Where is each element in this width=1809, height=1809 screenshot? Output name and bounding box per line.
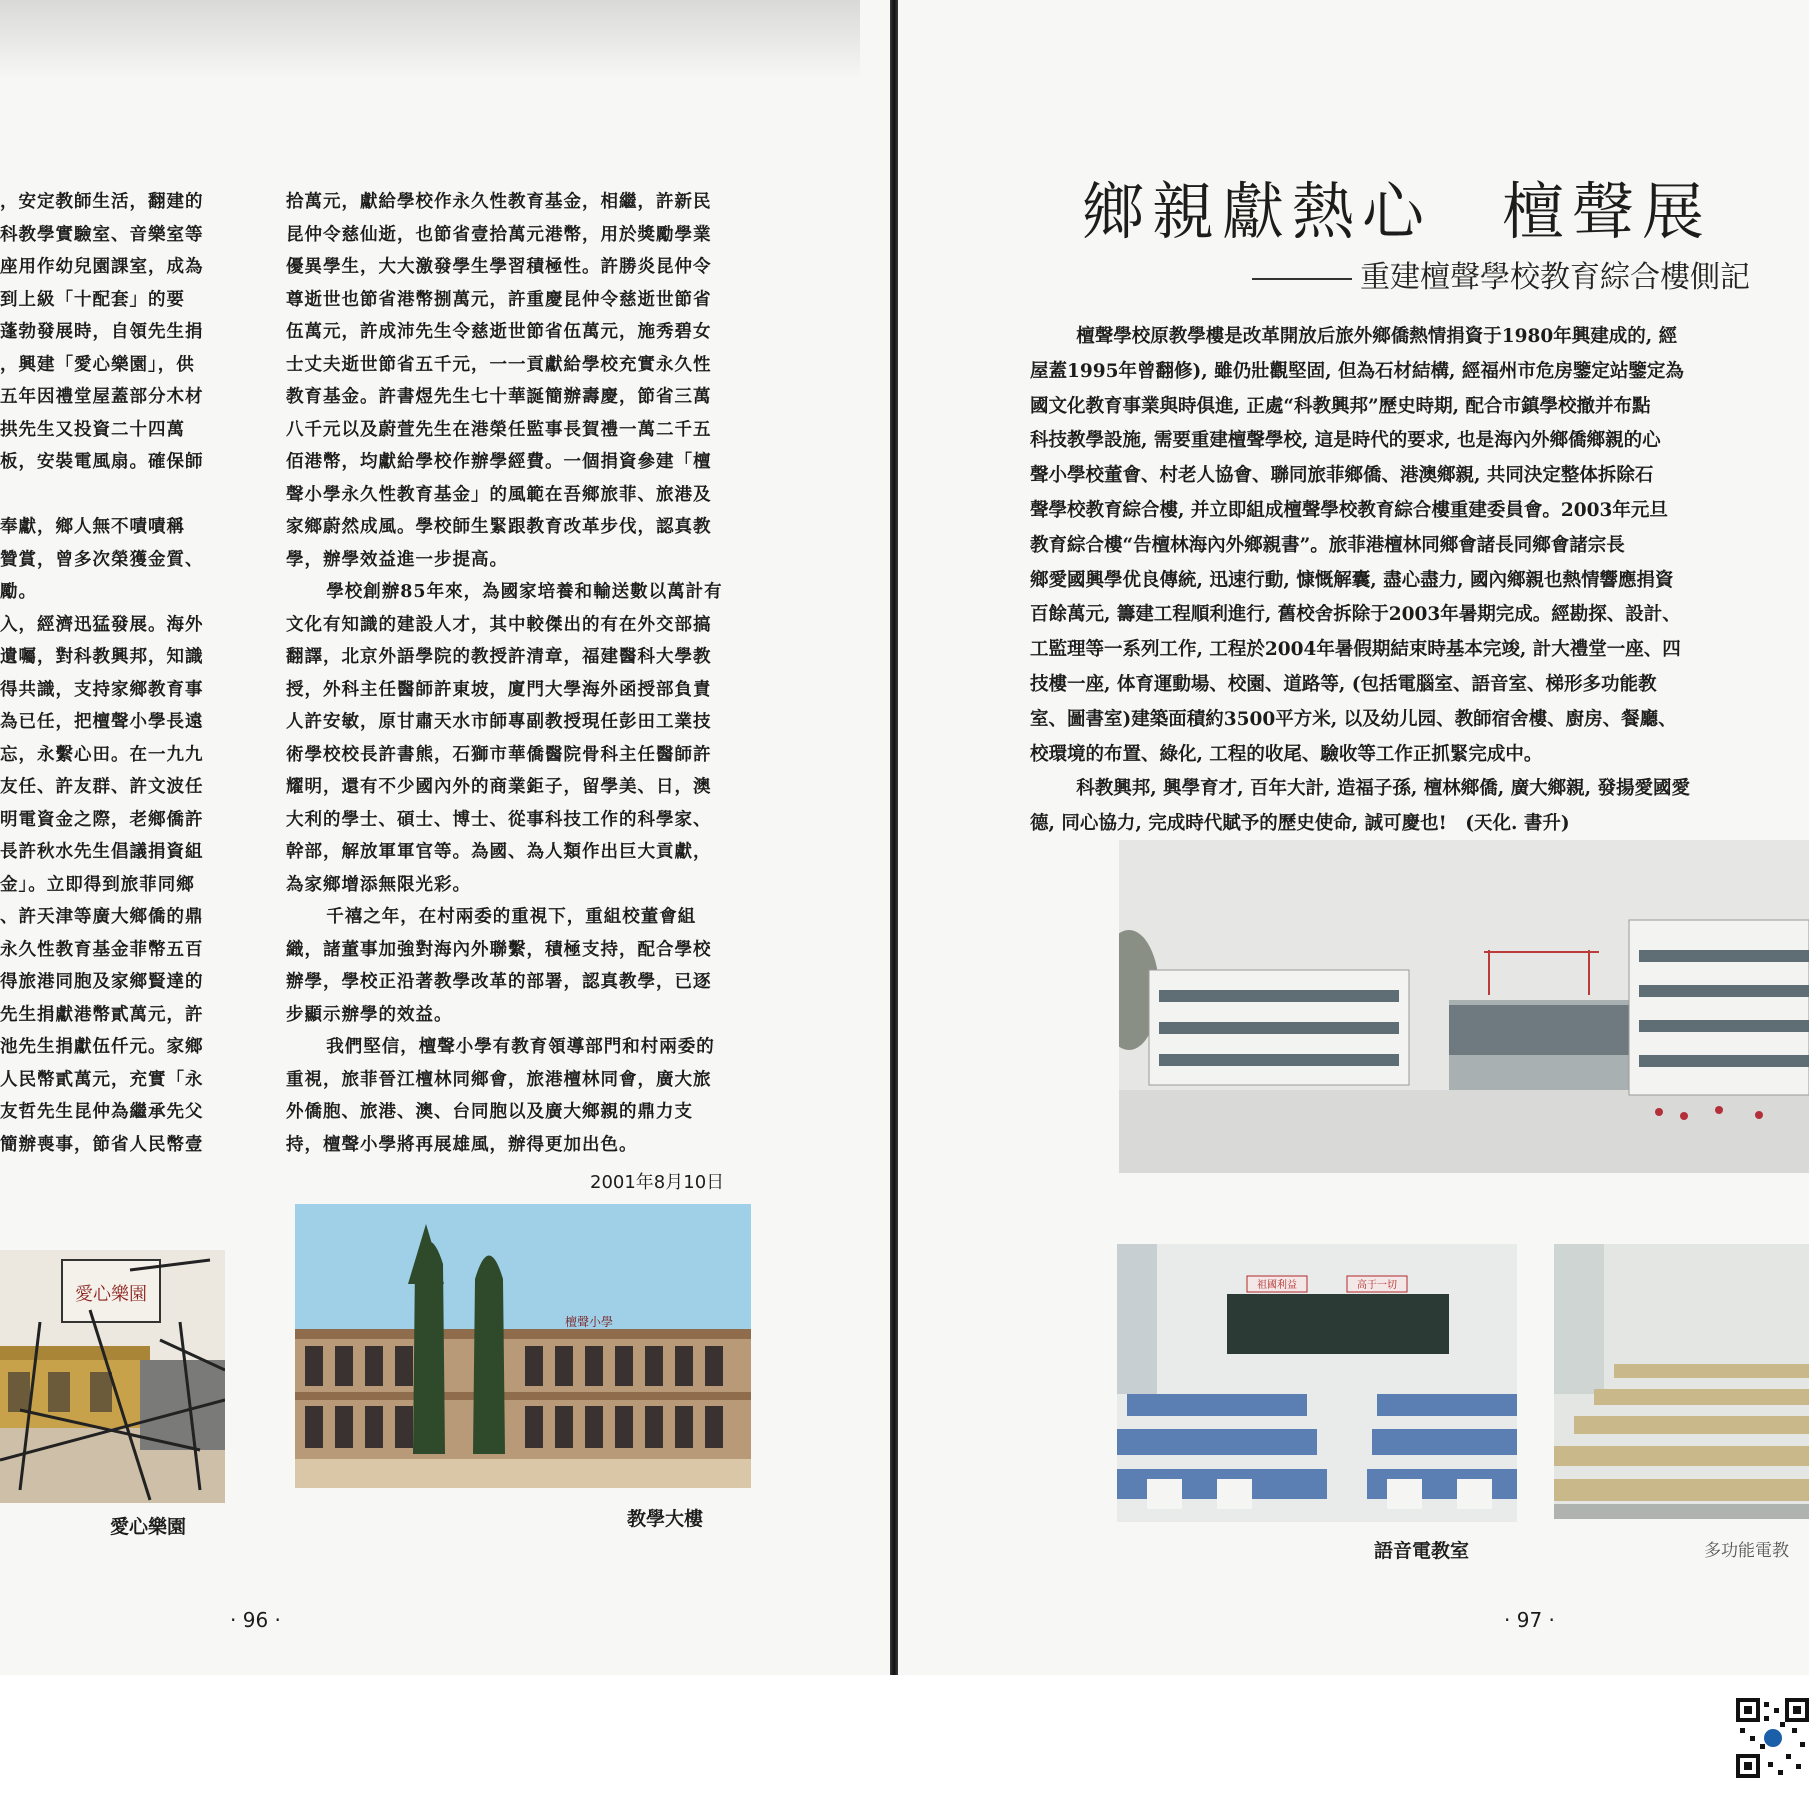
text-line: 持，檀聲小學將再展雄風，辦得更加出色。 bbox=[286, 1134, 638, 1155]
text-line: 家鄉蔚然成風。學校師生緊跟教育改革步伐，認真教 bbox=[286, 517, 712, 537]
text-line: 學，辦學效益進一步提高。 bbox=[286, 549, 508, 570]
text-line: 勵。 bbox=[0, 582, 37, 602]
text-line: 座用作幼兒園課室，成為 bbox=[0, 257, 204, 277]
text-line: 昆仲令慈仙逝，也節省壹拾萬元港幣，用於獎勵學業 bbox=[286, 224, 712, 245]
photo-new-complex bbox=[1119, 840, 1809, 1173]
text-line: 奉獻，鄉人無不嘖嘖稱 bbox=[0, 517, 185, 537]
paragraph-start: 千禧之年，在村兩委的重視下，重組校董會組 bbox=[326, 907, 697, 927]
text-line: 忘，永繫心田。在一九九 bbox=[0, 744, 204, 765]
text-line: 先生捐獻港幣貳萬元，許 bbox=[0, 1004, 204, 1025]
building-sign-text: 檀聲小學 bbox=[565, 1315, 614, 1329]
text-line: 板，安裝電風扇。確保師 bbox=[0, 452, 204, 472]
text-line: 翻譯，北京外語學院的教授許清章，福建醫科大學教 bbox=[286, 647, 712, 667]
text-line: 文化有知識的建設人才，其中較傑出的有在外交部搞 bbox=[286, 614, 712, 635]
text-line: 聲學校教育綜合樓, 并立即組成檀聲學校教育綜合樓重建委員會。2003年元旦 bbox=[1030, 499, 1668, 521]
text-line: 到上級「十配套」的要 bbox=[0, 289, 185, 310]
language-lab-image bbox=[1117, 1244, 1517, 1522]
text-line: 聲小學永久性教育基金」的風範在吾鄉旅菲、旅港及 bbox=[286, 484, 712, 505]
text-line: 百餘萬元, 籌建工程順利進行, 舊校舍拆除于2003年暑期完成。經勘探、設計、 bbox=[1030, 604, 1681, 626]
love-park-sign-text: 愛心樂園 bbox=[75, 1284, 147, 1305]
text-line: 織，諸董事加強對海內外聯繫，積極支持，配合學校 bbox=[286, 939, 712, 960]
text-line: 得旅港同胞及家鄉賢達的 bbox=[0, 972, 204, 992]
text-line: 池先生捐獻伍仟元。家鄉 bbox=[0, 1037, 204, 1057]
text-line: 德, 同心協力, 完成時代賦予的歷史使命, 誠可慶也! (天化. 書升) bbox=[1030, 813, 1570, 835]
subtitle-dash bbox=[1252, 278, 1352, 280]
caption-teaching-building: 教學大樓 bbox=[627, 1508, 704, 1530]
page-number-left: · 96 · bbox=[230, 1608, 281, 1632]
text-line: 大利的學士、碩士、博士、從事科技工作的科學家、 bbox=[286, 809, 712, 830]
text-line: 金」。立即得到旅菲同鄉 bbox=[0, 874, 195, 895]
text-line: 辦學，學校正沿著教學改革的部署，認真教學，已逐 bbox=[286, 972, 712, 992]
scan-bottom-margin bbox=[0, 1675, 1809, 1809]
text-line: 技樓一座, 体育運動場、校園、道路等, (包括電腦室、語音室、梯形多功能教 bbox=[1030, 673, 1657, 695]
text-line: 友任、許友群、許文波任 bbox=[0, 777, 204, 797]
text-line: ，安定教師生活，翻建的 bbox=[0, 192, 204, 212]
text-line: 屋蓋1995年曾翻修), 雖仍壯觀堅固, 但為石材結構, 經福州市危房鑒定站鑒定為 bbox=[1030, 360, 1684, 382]
text-line: 術學校校長許書熊，石獅市華僑醫院骨科主任醫師許 bbox=[286, 744, 712, 765]
text-line: 長許秋水先生倡議捐資組 bbox=[0, 842, 204, 862]
qr-code-graphic bbox=[1736, 1698, 1809, 1778]
photo-language-lab bbox=[1117, 1244, 1517, 1522]
text-line: 授，外科主任醫師許東坡，廈門大學海外函授部負責 bbox=[286, 679, 712, 700]
text-line: 教育基金。許書煜先生七十華誕簡辦壽慶，節省三萬 bbox=[286, 387, 712, 407]
board-text-1: 祖國利益 bbox=[1257, 1280, 1297, 1291]
paragraph-start: 科教興邦, 興學育才, 百年大計, 造福子孫, 檀林鄉僑, 廣大鄉親, 發揚愛國愛 bbox=[1076, 778, 1691, 800]
text-line bbox=[0, 479, 232, 512]
text-line: 鄉愛國興學优良傳統, 迅速行動, 慷慨解囊, 盡心盡力, 國內鄉親也熱情響應捐資 bbox=[1030, 569, 1674, 591]
text-line: 校環境的布置、綠化, 工程的收尾、驗收等工作正抓緊完成中。 bbox=[1030, 743, 1543, 765]
text-line: 耀明，還有不少國內外的商業鉅子，留學美、日，澳 bbox=[286, 777, 712, 797]
text-line: 贊賞，曾多次榮獲金質、 bbox=[0, 549, 204, 570]
text-line: 伍萬元，許成沛先生令慈逝世節省伍萬元，施秀碧女 bbox=[286, 322, 712, 342]
text-line: 科技教學設施, 需要重建檀聲學校, 這是時代的要求, 也是海內外鄉僑鄉親的心 bbox=[1030, 430, 1661, 452]
photo-multifunction-room bbox=[1554, 1244, 1809, 1519]
text-line: 人許安敏，原甘肅天水市師專副教授現任彭田工業技 bbox=[286, 712, 712, 732]
page-number-right: · 97 · bbox=[1504, 1608, 1555, 1632]
text-line: 八千元以及蔚萱先生在港榮任監事長賀禮一萬二千五 bbox=[286, 419, 712, 440]
text-line: 為已任，把檀聲小學長遠 bbox=[0, 712, 204, 732]
text-line: 明電資金之際，老鄉僑許 bbox=[0, 809, 204, 830]
text-line: 永久性教育基金菲幣五百 bbox=[0, 939, 204, 960]
text-line: 尊逝世也節省港幣捌萬元，許重慶昆仲令慈逝世節省 bbox=[286, 289, 712, 310]
text-line: 友哲先生昆仲為繼承先父 bbox=[0, 1102, 204, 1122]
love-park-image bbox=[0, 1250, 225, 1503]
text-line: 蓬勃發展時，自領先生捐 bbox=[0, 322, 204, 342]
photo-teaching-building bbox=[295, 1204, 751, 1488]
text-line: 士丈夫逝世節省五千元，一一貢獻給學校充實永久性 bbox=[286, 354, 712, 375]
left-column-2 bbox=[286, 186, 756, 1161]
paragraph-start: 學校創辦85年來，為國家培養和輸送數以萬計有 bbox=[326, 582, 723, 602]
right-body bbox=[1030, 320, 1809, 842]
text-line: 國文化教育事業與時俱進, 正處“科教興邦”歷史時期, 配合市鎮學校撤并布點 bbox=[1030, 395, 1651, 417]
text-line: 得共識，支持家鄉教育事 bbox=[0, 679, 204, 700]
photo-love-park bbox=[0, 1250, 225, 1503]
article-date: 2001年8月10日 bbox=[590, 1172, 725, 1193]
paragraph-start: 檀聲學校原教學樓是改革開放后旅外鄉僑熱情捐資于1980年興建成的, 經 bbox=[1076, 326, 1678, 347]
article-subtitle bbox=[1252, 252, 1750, 296]
multifunction-room-image bbox=[1554, 1244, 1809, 1519]
text-line: 幹部，解放軍軍官等。為國、為人類作出巨大貢獻， bbox=[286, 842, 712, 862]
text-line: 入，經濟迅猛發展。海外 bbox=[0, 614, 204, 635]
text-line: 拱先生又投資二十四萬 bbox=[0, 419, 185, 440]
text-line: 佰港幣，均獻給學校作辦學經費。一個捐資參建「檀 bbox=[286, 452, 712, 472]
caption-language-lab: 語音電教室 bbox=[1374, 1540, 1470, 1562]
text-line: 簡辦喪事，節省人民幣壹 bbox=[0, 1134, 204, 1155]
text-line: 重視，旅菲晉江檀林同鄉會，旅港檀林同會，廣大旅 bbox=[286, 1069, 712, 1090]
text-line: 為家鄉增添無限光彩。 bbox=[286, 874, 471, 895]
board-text-2: 高于一切 bbox=[1357, 1280, 1397, 1291]
text-line: 五年因禮堂屋蓋部分木材 bbox=[0, 387, 204, 407]
qr-code-icon bbox=[1736, 1698, 1809, 1778]
subtitle-text: 重建檀聲學校教育綜合樓側記 bbox=[1360, 260, 1750, 295]
text-line: 工監理等一系列工作, 工程於2004年暑假期結束時基本完竣, 計大禮堂一座、四 bbox=[1030, 639, 1681, 661]
left-column-1 bbox=[0, 186, 232, 1161]
new-complex-image bbox=[1119, 840, 1809, 1173]
text-line: 人民幣貳萬元，充實「永 bbox=[0, 1069, 204, 1090]
text-line: 優異學生，大大激發學生學習積極性。許勝炎昆仲令 bbox=[286, 257, 712, 277]
text-line: 科教學實驗室、音樂室等 bbox=[0, 224, 204, 245]
text-line: 拾萬元，獻給學校作永久性教育基金，相繼，許新民 bbox=[286, 192, 712, 212]
paragraph-start: 我們堅信，檀聲小學有教育領導部門和村兩委的 bbox=[326, 1037, 715, 1057]
text-line: 步顯示辦學的效益。 bbox=[286, 1004, 453, 1025]
caption-multifunction-room: 多功能電教 bbox=[1704, 1541, 1789, 1561]
text-line: 遺囑，對科教興邦，知識 bbox=[0, 647, 204, 667]
article-title: 鄉親獻熱心 檀聲展 bbox=[1082, 175, 1713, 248]
text-line: 、許天津等廣大鄉僑的鼎 bbox=[0, 907, 204, 927]
text-line: 室、圖書室)建築面積約3500平方米, 以及幼儿园、教師宿舍樓、廚房、餐廳、 bbox=[1030, 708, 1677, 730]
text-line: 教育綜合樓“告檀林海內外鄉親書”。旅菲港檀林同鄉會諸長同鄉會諸宗長 bbox=[1030, 534, 1625, 556]
text-line: 聲小學校董會、村老人協會、聯同旅菲鄉僑、港澳鄉親, 共同決定整体拆除石 bbox=[1030, 465, 1654, 487]
book-spine bbox=[890, 0, 898, 1675]
teaching-building-image bbox=[295, 1204, 751, 1488]
page-shadow bbox=[0, 0, 860, 80]
text-line: ，興建「愛心樂園」，供 bbox=[0, 354, 195, 375]
text-line: 外僑胞、旅港、澳、台同胞以及廣大鄉親的鼎力支 bbox=[286, 1102, 693, 1122]
caption-love-park: 愛心樂園 bbox=[110, 1516, 187, 1538]
